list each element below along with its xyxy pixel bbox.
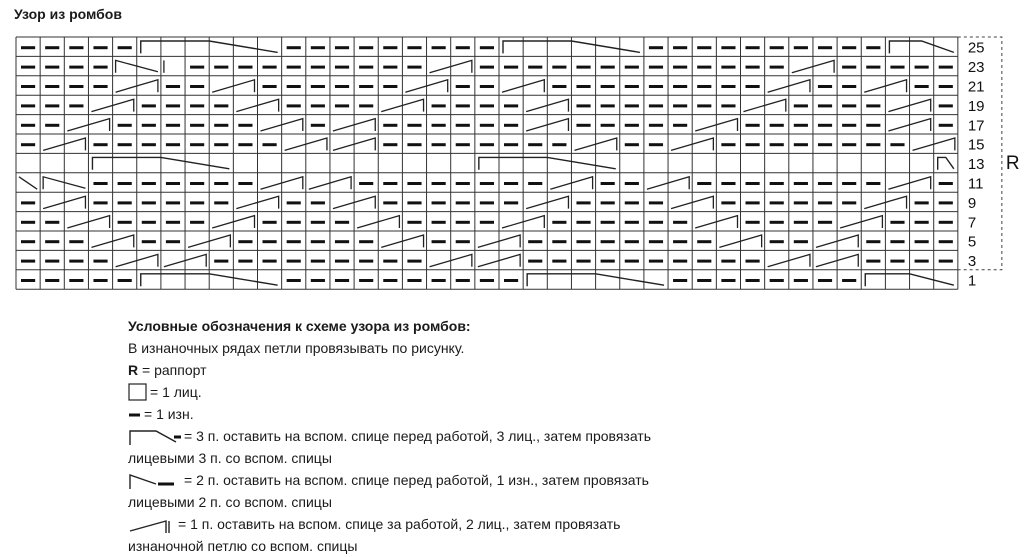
repeat-text: = раппорт: [142, 362, 207, 378]
chart-title: Узор из ромбов: [14, 6, 122, 22]
cable-1-behind-2-icon: [128, 513, 184, 535]
row-label: 7: [967, 214, 977, 232]
legend-cable2-cont: лицевыми 2 п. со вспом. спицы: [128, 494, 332, 510]
row-label: 21: [967, 78, 985, 96]
cable-1-text: = 1 п. оставить на вспом. спице за работой, 2 лиц., затем провязать: [178, 516, 621, 532]
row-label: 23: [967, 59, 985, 77]
row-label: 25: [967, 39, 985, 57]
knit-stitch-icon: [128, 381, 148, 403]
row-label: 1: [967, 272, 977, 290]
legend-cable3: [128, 425, 728, 447]
legend-knit: [128, 381, 728, 403]
purl-stitch-icon: [128, 403, 142, 425]
cable-1-behind-2: [19, 177, 37, 189]
purl-text: = 1 изн.: [144, 406, 194, 422]
row-label: 13: [967, 156, 985, 174]
legend-cable3-cont: лицевыми 3 п. со вспом. спицы: [128, 450, 332, 466]
row-label: 19: [967, 97, 985, 115]
knit-text: = 1 лиц.: [150, 384, 202, 400]
row-label: 5: [967, 233, 977, 251]
legend-cable2: [128, 469, 728, 491]
legend-heading: Условные обозначения к схеме узора из ромбов:: [128, 318, 471, 334]
row-label: 11: [967, 175, 984, 193]
row-label: 3: [967, 253, 977, 271]
legend-repeat: [128, 359, 728, 381]
repeat-symbol: R: [128, 362, 139, 378]
cable-3-over-3-icon: [128, 425, 184, 447]
cable-3-over-3: [889, 41, 953, 53]
cable-2-text: = 2 п. оставить на вспом. спице перед работой, 1 изн., затем провязать: [184, 472, 649, 488]
repeat-label: R: [1005, 153, 1020, 175]
row-label: 9: [967, 194, 977, 212]
row-label: 15: [967, 136, 985, 154]
cable-2-over-1-purl-icon: [128, 469, 184, 491]
legend-cable1: [128, 513, 728, 535]
legend-note: В изнаночных рядах петли провязывать по рисунку.: [128, 340, 465, 356]
row-label: 17: [967, 117, 985, 135]
legend-purl: [128, 403, 728, 425]
legend-cable1-cont: изнаночной петлю со вспом. спицы: [128, 538, 358, 554]
cable-3-text: = 3 п. оставить на вспом. спице перед работой, 3 лиц., затем провязать: [184, 428, 652, 444]
cable-3-over-3: [938, 157, 954, 169]
legend: [128, 315, 728, 557]
